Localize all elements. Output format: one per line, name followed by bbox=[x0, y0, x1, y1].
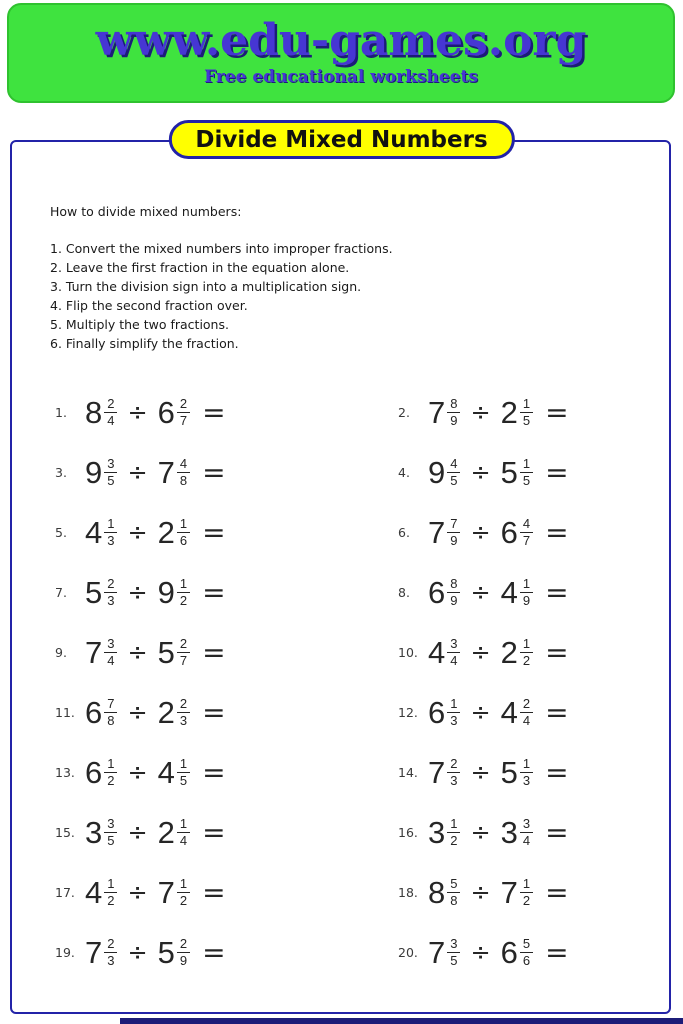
problem-number: 9. bbox=[55, 644, 67, 660]
mixed-number-first bbox=[428, 454, 460, 490]
mixed-number-second bbox=[500, 514, 533, 550]
denominator: 9 bbox=[520, 592, 533, 608]
denominator: 6 bbox=[177, 532, 190, 548]
numerator: 1 bbox=[107, 755, 115, 771]
fraction bbox=[177, 457, 190, 487]
whole-number: 6 bbox=[428, 694, 446, 730]
denominator: 5 bbox=[447, 472, 460, 488]
mixed-number-first bbox=[428, 694, 460, 730]
problem-number: 7. bbox=[55, 584, 67, 600]
whole-number: 7 bbox=[500, 874, 518, 910]
problem-row bbox=[55, 682, 398, 742]
numerator: 8 bbox=[450, 575, 458, 591]
worksheet-title-pill bbox=[168, 120, 514, 159]
fraction bbox=[104, 397, 117, 427]
whole-number: 5 bbox=[157, 634, 175, 670]
mixed-number-first bbox=[428, 634, 460, 670]
numerator: 1 bbox=[522, 875, 531, 891]
problem-number: 14. bbox=[398, 764, 418, 780]
division-sign: ÷ bbox=[470, 698, 491, 726]
denominator: 9 bbox=[447, 412, 460, 428]
mixed-number-first bbox=[85, 394, 117, 430]
mixed-number-first bbox=[428, 934, 460, 970]
fraction bbox=[520, 817, 533, 847]
division-sign: ÷ bbox=[470, 578, 491, 606]
fraction bbox=[520, 877, 533, 907]
denominator: 4 bbox=[447, 652, 460, 668]
division-sign: ÷ bbox=[127, 398, 148, 426]
mixed-number-first bbox=[85, 754, 117, 790]
problem-row bbox=[398, 682, 655, 742]
denominator: 8 bbox=[447, 892, 460, 908]
division-sign: ÷ bbox=[127, 818, 148, 846]
mixed-number-second bbox=[157, 934, 190, 970]
equals-sign: = bbox=[202, 935, 226, 969]
whole-number: 8 bbox=[85, 394, 103, 430]
equals-sign: = bbox=[202, 815, 226, 849]
problem-number: 3. bbox=[55, 464, 67, 480]
problem-row bbox=[55, 922, 398, 982]
denominator: 3 bbox=[104, 592, 117, 608]
problem-number: 11. bbox=[55, 704, 75, 720]
fraction bbox=[447, 877, 460, 907]
problem-number: 15. bbox=[55, 824, 75, 840]
fraction bbox=[520, 457, 533, 487]
denominator: 2 bbox=[520, 892, 533, 908]
fraction bbox=[520, 397, 533, 427]
mixed-number-first bbox=[85, 814, 117, 850]
mixed-number-second bbox=[157, 454, 190, 490]
division-sign: ÷ bbox=[470, 818, 491, 846]
fraction bbox=[104, 757, 117, 787]
numerator: 5 bbox=[450, 875, 458, 891]
instruction-step: 5. Multiply the two fractions. bbox=[50, 317, 229, 332]
numerator: 3 bbox=[450, 635, 458, 651]
problem-row bbox=[55, 442, 398, 502]
whole-number: 7 bbox=[85, 634, 103, 670]
whole-number: 4 bbox=[85, 874, 103, 910]
fraction bbox=[520, 757, 533, 787]
fraction bbox=[520, 697, 533, 727]
fraction bbox=[447, 697, 460, 727]
numerator: 1 bbox=[179, 875, 188, 891]
fraction bbox=[104, 877, 117, 907]
problem-row bbox=[55, 862, 398, 922]
numerator: 1 bbox=[450, 815, 458, 831]
problem-number: 12. bbox=[398, 704, 418, 720]
fraction bbox=[104, 937, 117, 967]
whole-number: 2 bbox=[157, 814, 175, 850]
whole-number: 9 bbox=[428, 454, 446, 490]
site-tagline: Free educational worksheets bbox=[204, 67, 478, 87]
problem-number: 17. bbox=[55, 884, 75, 900]
denominator: 4 bbox=[520, 712, 533, 728]
mixed-number-second bbox=[500, 814, 533, 850]
bottom-strip bbox=[120, 1018, 683, 1024]
denominator: 5 bbox=[447, 952, 460, 968]
numerator: 4 bbox=[179, 455, 188, 471]
equals-sign: = bbox=[545, 575, 569, 609]
numerator: 1 bbox=[522, 395, 531, 411]
fraction bbox=[104, 577, 117, 607]
denominator: 7 bbox=[177, 652, 190, 668]
denominator: 3 bbox=[104, 532, 117, 548]
denominator: 2 bbox=[520, 652, 533, 668]
fraction bbox=[520, 637, 533, 667]
division-sign: ÷ bbox=[127, 878, 148, 906]
numerator: 3 bbox=[107, 635, 115, 651]
numerator: 1 bbox=[107, 515, 115, 531]
division-sign: ÷ bbox=[470, 638, 491, 666]
whole-number: 2 bbox=[500, 634, 518, 670]
division-sign: ÷ bbox=[470, 518, 491, 546]
problem-row bbox=[55, 502, 398, 562]
fraction bbox=[177, 517, 190, 547]
numerator: 1 bbox=[179, 515, 188, 531]
problem-row bbox=[55, 802, 398, 862]
fraction bbox=[177, 937, 190, 967]
whole-number: 4 bbox=[500, 694, 518, 730]
denominator: 4 bbox=[104, 652, 117, 668]
site-title: www.edu-games.org bbox=[95, 15, 587, 66]
problem-number: 6. bbox=[398, 524, 410, 540]
whole-number: 9 bbox=[157, 574, 175, 610]
mixed-number-second bbox=[500, 454, 533, 490]
whole-number: 9 bbox=[85, 454, 103, 490]
numerator: 1 bbox=[107, 875, 115, 891]
mixed-number-first bbox=[85, 454, 117, 490]
denominator: 9 bbox=[447, 532, 460, 548]
mixed-number-second bbox=[500, 694, 533, 730]
whole-number: 6 bbox=[500, 514, 518, 550]
problem-row bbox=[55, 742, 398, 802]
whole-number: 5 bbox=[500, 454, 518, 490]
numerator: 2 bbox=[450, 755, 458, 771]
mixed-number-first bbox=[85, 694, 117, 730]
division-sign: ÷ bbox=[470, 458, 491, 486]
mixed-number-first bbox=[85, 574, 117, 610]
numerator: 7 bbox=[450, 515, 458, 531]
denominator: 8 bbox=[104, 712, 117, 728]
numerator: 5 bbox=[522, 935, 531, 951]
whole-number: 6 bbox=[157, 394, 175, 430]
mixed-number-second bbox=[157, 754, 190, 790]
equals-sign: = bbox=[545, 635, 569, 669]
denominator: 2 bbox=[447, 832, 460, 848]
denominator: 3 bbox=[447, 772, 460, 788]
denominator: 5 bbox=[104, 472, 117, 488]
numerator: 8 bbox=[450, 395, 458, 411]
mixed-number-second bbox=[157, 634, 190, 670]
mixed-number-second bbox=[500, 634, 533, 670]
division-sign: ÷ bbox=[127, 758, 148, 786]
mixed-number-first bbox=[428, 514, 460, 550]
mixed-number-second bbox=[157, 394, 190, 430]
mixed-number-second bbox=[500, 754, 533, 790]
denominator: 8 bbox=[177, 472, 190, 488]
whole-number: 7 bbox=[157, 874, 175, 910]
fraction bbox=[520, 517, 533, 547]
problem-row bbox=[398, 562, 655, 622]
problem-number: 1. bbox=[55, 404, 67, 420]
instructions-heading: How to divide mixed numbers: bbox=[50, 204, 242, 219]
fraction bbox=[177, 817, 190, 847]
numerator: 1 bbox=[522, 755, 531, 771]
equals-sign: = bbox=[545, 395, 569, 429]
mixed-number-first bbox=[428, 874, 460, 910]
mixed-number-second bbox=[500, 874, 533, 910]
site-banner bbox=[7, 3, 675, 103]
whole-number: 5 bbox=[157, 934, 175, 970]
numerator: 2 bbox=[107, 395, 115, 411]
numerator: 1 bbox=[179, 575, 188, 591]
numerator: 1 bbox=[179, 815, 188, 831]
mixed-number-first bbox=[85, 514, 117, 550]
equals-sign: = bbox=[545, 755, 569, 789]
mixed-number-second bbox=[500, 574, 533, 610]
equals-sign: = bbox=[202, 395, 226, 429]
fraction bbox=[104, 457, 117, 487]
denominator: 6 bbox=[520, 952, 533, 968]
problem-number: 19. bbox=[55, 944, 75, 960]
whole-number: 6 bbox=[85, 694, 103, 730]
fraction bbox=[447, 457, 460, 487]
equals-sign: = bbox=[202, 575, 226, 609]
worksheet-title: Divide Mixed Numbers bbox=[195, 126, 488, 153]
numerator: 2 bbox=[179, 935, 188, 951]
division-sign: ÷ bbox=[470, 938, 491, 966]
equals-sign: = bbox=[202, 695, 226, 729]
equals-sign: = bbox=[202, 515, 226, 549]
equals-sign: = bbox=[545, 695, 569, 729]
problem-row bbox=[398, 802, 655, 862]
equals-sign: = bbox=[202, 455, 226, 489]
division-sign: ÷ bbox=[127, 698, 148, 726]
numerator: 2 bbox=[107, 575, 115, 591]
numerator: 7 bbox=[107, 695, 115, 711]
whole-number: 6 bbox=[428, 574, 446, 610]
whole-number: 4 bbox=[500, 574, 518, 610]
mixed-number-second bbox=[157, 574, 190, 610]
denominator: 2 bbox=[177, 592, 190, 608]
whole-number: 3 bbox=[428, 814, 446, 850]
whole-number: 2 bbox=[157, 514, 175, 550]
problem-number: 8. bbox=[398, 584, 410, 600]
instruction-step: 4. Flip the second fraction over. bbox=[50, 298, 248, 313]
fraction bbox=[104, 637, 117, 667]
mixed-number-first bbox=[428, 574, 460, 610]
equals-sign: = bbox=[202, 635, 226, 669]
equals-sign: = bbox=[545, 815, 569, 849]
mixed-number-first bbox=[85, 874, 117, 910]
equals-sign: = bbox=[545, 935, 569, 969]
problem-row bbox=[398, 502, 655, 562]
numerator: 3 bbox=[107, 455, 115, 471]
division-sign: ÷ bbox=[127, 638, 148, 666]
denominator: 3 bbox=[104, 952, 117, 968]
mixed-number-second bbox=[157, 514, 190, 550]
mixed-number-second bbox=[500, 934, 533, 970]
fraction bbox=[447, 757, 460, 787]
denominator: 2 bbox=[104, 892, 117, 908]
whole-number: 4 bbox=[85, 514, 103, 550]
denominator: 3 bbox=[177, 712, 190, 728]
problem-row bbox=[398, 742, 655, 802]
numerator: 2 bbox=[179, 635, 188, 651]
problem-number: 5. bbox=[55, 524, 67, 540]
division-sign: ÷ bbox=[470, 398, 491, 426]
problem-row bbox=[398, 622, 655, 682]
mixed-number-first bbox=[428, 754, 460, 790]
fraction bbox=[447, 637, 460, 667]
whole-number: 6 bbox=[85, 754, 103, 790]
numerator: 2 bbox=[179, 395, 188, 411]
division-sign: ÷ bbox=[127, 458, 148, 486]
denominator: 4 bbox=[104, 412, 117, 428]
problem-row bbox=[398, 382, 655, 442]
whole-number: 7 bbox=[428, 754, 446, 790]
problem-number: 18. bbox=[398, 884, 418, 900]
whole-number: 6 bbox=[500, 934, 518, 970]
whole-number: 5 bbox=[500, 754, 518, 790]
fraction bbox=[177, 577, 190, 607]
fraction bbox=[104, 697, 117, 727]
instruction-step: 1. Convert the mixed numbers into improper fractions. bbox=[50, 241, 393, 256]
equals-sign: = bbox=[545, 455, 569, 489]
denominator: 7 bbox=[177, 412, 190, 428]
fraction bbox=[447, 937, 460, 967]
numerator: 2 bbox=[179, 695, 188, 711]
fraction bbox=[520, 577, 533, 607]
denominator: 2 bbox=[104, 772, 117, 788]
whole-number: 7 bbox=[428, 514, 446, 550]
equals-sign: = bbox=[202, 875, 226, 909]
division-sign: ÷ bbox=[127, 578, 148, 606]
numerator: 2 bbox=[522, 695, 531, 711]
problem-number: 2. bbox=[398, 404, 410, 420]
fraction bbox=[447, 817, 460, 847]
problem-row bbox=[398, 922, 655, 982]
whole-number: 7 bbox=[428, 394, 446, 430]
division-sign: ÷ bbox=[127, 518, 148, 546]
instruction-step: 3. Turn the division sign into a multiplication sign. bbox=[50, 279, 362, 294]
denominator: 5 bbox=[520, 472, 533, 488]
numerator: 1 bbox=[179, 755, 188, 771]
whole-number: 2 bbox=[157, 694, 175, 730]
whole-number: 3 bbox=[500, 814, 518, 850]
numerator: 4 bbox=[450, 455, 458, 471]
denominator: 3 bbox=[447, 712, 460, 728]
fraction bbox=[520, 937, 533, 967]
mixed-number-first bbox=[428, 394, 460, 430]
numerator: 1 bbox=[522, 575, 531, 591]
problem-number: 20. bbox=[398, 944, 418, 960]
numerator: 3 bbox=[450, 935, 458, 951]
denominator: 3 bbox=[520, 772, 533, 788]
instruction-step: 6. Finally simplify the fraction. bbox=[50, 336, 239, 351]
problem-number: 13. bbox=[55, 764, 75, 780]
whole-number: 7 bbox=[428, 934, 446, 970]
problem-number: 10. bbox=[398, 644, 418, 660]
whole-number: 3 bbox=[85, 814, 103, 850]
problem-row bbox=[398, 442, 655, 502]
whole-number: 4 bbox=[157, 754, 175, 790]
denominator: 9 bbox=[177, 952, 190, 968]
numerator: 4 bbox=[522, 515, 531, 531]
fraction bbox=[177, 877, 190, 907]
problem-number: 4. bbox=[398, 464, 410, 480]
denominator: 4 bbox=[520, 832, 533, 848]
mixed-number-second bbox=[157, 814, 190, 850]
problems-grid bbox=[55, 382, 655, 982]
numerator: 3 bbox=[522, 815, 531, 831]
equals-sign: = bbox=[545, 515, 569, 549]
fraction bbox=[447, 517, 460, 547]
fraction bbox=[177, 637, 190, 667]
division-sign: ÷ bbox=[127, 938, 148, 966]
fraction bbox=[177, 397, 190, 427]
mixed-number-first bbox=[85, 934, 117, 970]
instructions bbox=[50, 202, 393, 353]
equals-sign: = bbox=[202, 755, 226, 789]
mixed-number-second bbox=[500, 394, 533, 430]
whole-number: 2 bbox=[500, 394, 518, 430]
whole-number: 7 bbox=[85, 934, 103, 970]
numerator: 1 bbox=[450, 695, 458, 711]
division-sign: ÷ bbox=[470, 758, 491, 786]
denominator: 9 bbox=[447, 592, 460, 608]
denominator: 5 bbox=[104, 832, 117, 848]
fraction bbox=[447, 577, 460, 607]
instruction-step: 2. Leave the first fraction in the equation alone. bbox=[50, 260, 350, 275]
whole-number: 5 bbox=[85, 574, 103, 610]
fraction bbox=[177, 757, 190, 787]
problem-row bbox=[55, 562, 398, 622]
numerator: 1 bbox=[522, 635, 531, 651]
fraction bbox=[447, 397, 460, 427]
denominator: 4 bbox=[177, 832, 190, 848]
problem-row bbox=[398, 862, 655, 922]
mixed-number-second bbox=[157, 694, 190, 730]
problem-row bbox=[55, 382, 398, 442]
denominator: 5 bbox=[177, 772, 190, 788]
problem-row bbox=[55, 622, 398, 682]
division-sign: ÷ bbox=[470, 878, 491, 906]
mixed-number-first bbox=[85, 634, 117, 670]
fraction bbox=[177, 697, 190, 727]
whole-number: 4 bbox=[428, 634, 446, 670]
numerator: 2 bbox=[107, 935, 115, 951]
denominator: 2 bbox=[177, 892, 190, 908]
fraction bbox=[104, 817, 117, 847]
whole-number: 7 bbox=[157, 454, 175, 490]
mixed-number-first bbox=[428, 814, 460, 850]
problem-number: 16. bbox=[398, 824, 418, 840]
denominator: 7 bbox=[520, 532, 533, 548]
mixed-number-second bbox=[157, 874, 190, 910]
numerator: 1 bbox=[522, 455, 531, 471]
denominator: 5 bbox=[520, 412, 533, 428]
whole-number: 8 bbox=[428, 874, 446, 910]
equals-sign: = bbox=[545, 875, 569, 909]
fraction bbox=[104, 517, 117, 547]
numerator: 3 bbox=[107, 815, 115, 831]
